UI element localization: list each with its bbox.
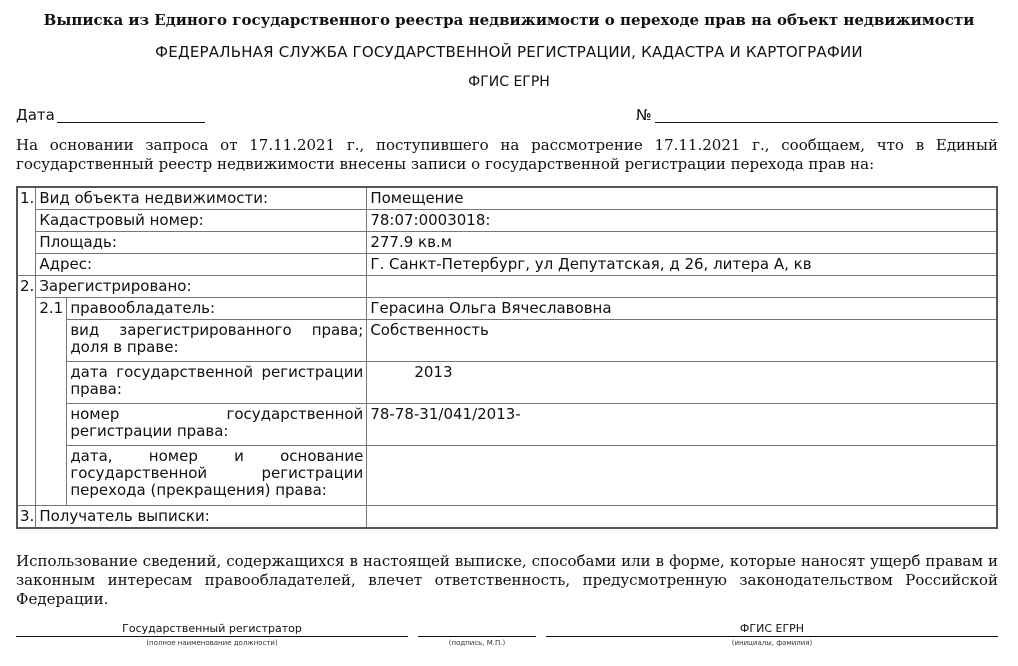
object-type-label: Вид объекта недвижимости: [36,187,367,210]
position-caption: (полное наименование должности) [146,639,278,647]
rights-table [16,186,998,529]
holder-label: правообладатель: [67,298,367,320]
object-type-value: Помещение [367,187,997,210]
number-field-line [655,122,998,123]
document-title: Выписка из Единого государственного реестра недвижимости о переходе прав на объект недвижимости [43,11,975,29]
address-value: Г. Санкт-Петербург, ул Депутатская, д 26, литера А, кв [367,254,997,276]
area-label: Площадь: [36,232,367,254]
date-label: Дата [16,106,55,124]
number-label: № [636,106,652,124]
reg-date-year: 2013 [414,363,453,381]
row-number: 3. [17,506,36,529]
table-row [17,320,997,362]
liability-notice: Использование сведений, содержащихся в настоящей выписке, способами или в форме, которые наносят ущерб правам и законным интересам правообладателей, влечет ответственность, предусмотренную законодательством Российской Федерации. [16,552,998,608]
reg-date-label: дата государственной регистрации права: [67,362,367,404]
area-value: 277.9 кв.м [367,232,997,254]
transfer-label: дата, номер и основание государственной регистрации перехода (прекращения) права: [67,446,367,506]
row-number: 2. [17,276,36,506]
table-row [17,506,997,529]
reg-number-value: 78-78-31/041/2013- [367,404,997,446]
table-row [17,210,997,232]
address-label: Адрес: [36,254,367,276]
cadastral-value: 78:07:0003018: [367,210,997,232]
cadastral-label: Кадастровый номер: [36,210,367,232]
position-line [16,636,408,637]
date-field-line [57,122,205,123]
recipient-label: Получатель выписки: [36,506,367,529]
name-caption: (инициалы, фамилия) [731,639,813,647]
table-row [17,446,997,506]
signature-line [418,636,536,637]
table-row [17,362,997,404]
reg-date-value [367,362,997,404]
reg-number-label: номер государственной регистрации права: [67,404,367,446]
agency-name: ФЕДЕРАЛЬНАЯ СЛУЖБА ГОСУДАРСТВЕННОЙ РЕГИСТРАЦИИ, КАДАСТРА И КАРТОГРАФИИ [155,43,863,61]
table-row [17,276,997,298]
name-line [546,636,998,637]
table-row [17,404,997,446]
holder-value: Герасина Ольга Вячеславовна [367,298,997,320]
table-row [17,187,997,210]
table-row [17,254,997,276]
table-row [17,232,997,254]
signature-caption: (подпись, М.П.) [448,639,506,647]
subrow-number: 2.1 [36,298,67,506]
name-value: ФГИС ЕГРН [739,622,805,635]
right-type-value: Собственность [367,320,997,362]
intro-paragraph: На основании запроса от 17.11.2021 г., поступившего на рассмотрение 17.11.2021 г., сообщаем, что в Единый государственный реестр недвижимости внесены записи о государственной регистрации перехода прав на: [16,136,998,173]
system-name: ФГИС ЕГРН [468,74,550,90]
transfer-value [367,446,997,506]
recipient-value [367,506,997,529]
right-type-label: вид зарегистрированного права; доля в праве: [67,320,367,362]
table-row [17,298,997,320]
position-value: Государственный регистратор [122,622,302,635]
registered-label: Зарегистрировано: [36,276,367,298]
row-number: 1. [17,187,36,276]
registered-value [367,276,997,298]
